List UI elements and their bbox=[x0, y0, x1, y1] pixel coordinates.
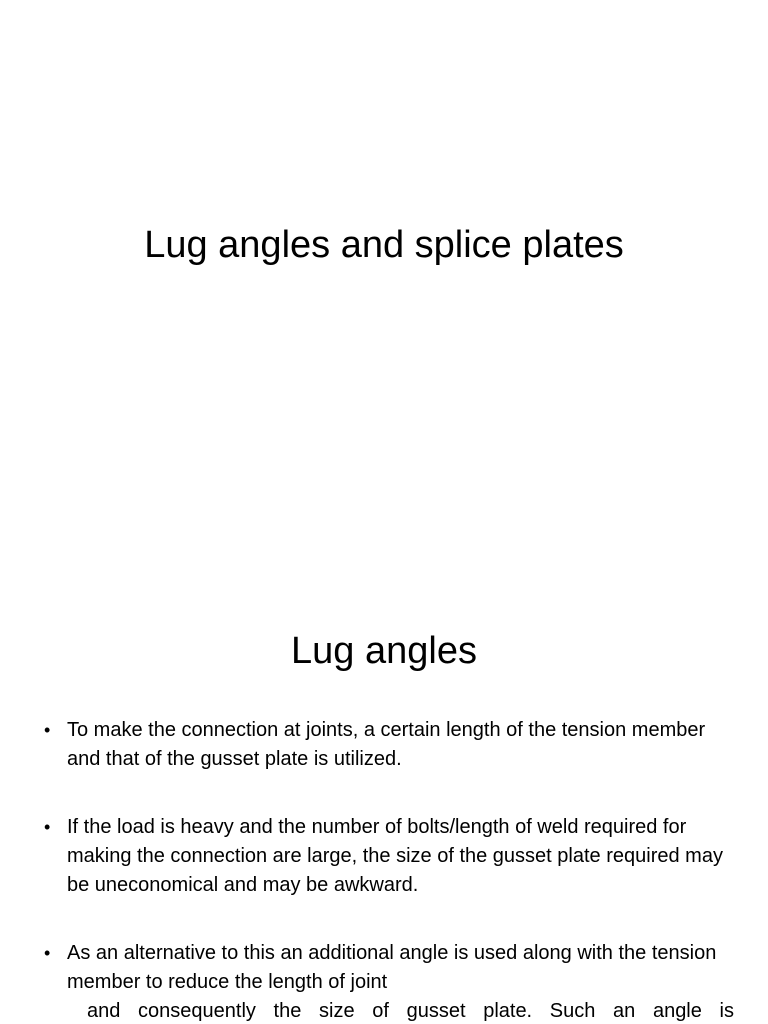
slide-lug-angles bbox=[0, 576, 768, 1024]
bullet-continuation-text: and consequently the size of gusset plate. Such an angle is bbox=[87, 1000, 734, 1022]
bullet-icon: • bbox=[44, 720, 51, 740]
bullet-icon: • bbox=[44, 943, 51, 963]
bullet-item bbox=[44, 813, 734, 900]
bullet-list bbox=[44, 716, 734, 1024]
bullet-item bbox=[44, 939, 734, 1024]
bullet-text: As an alternative to this an additional angle is used along with the tension member to reduce the length of joint bbox=[67, 942, 717, 993]
bullet-item bbox=[44, 716, 734, 774]
bullet-text: To make the connection at joints, a certain length of the tension member and that of the gusset plate is utilized. bbox=[67, 719, 706, 770]
bullet-icon: • bbox=[44, 817, 51, 837]
page-title: Lug angles and splice plates bbox=[144, 224, 624, 266]
bullet-text: If the load is heavy and the number of bolts/length of weld required for making the connection are large, the size of the gusset plate required may be uneconomical and may be awkward. bbox=[67, 816, 723, 896]
section-title: Lug angles bbox=[291, 630, 477, 672]
